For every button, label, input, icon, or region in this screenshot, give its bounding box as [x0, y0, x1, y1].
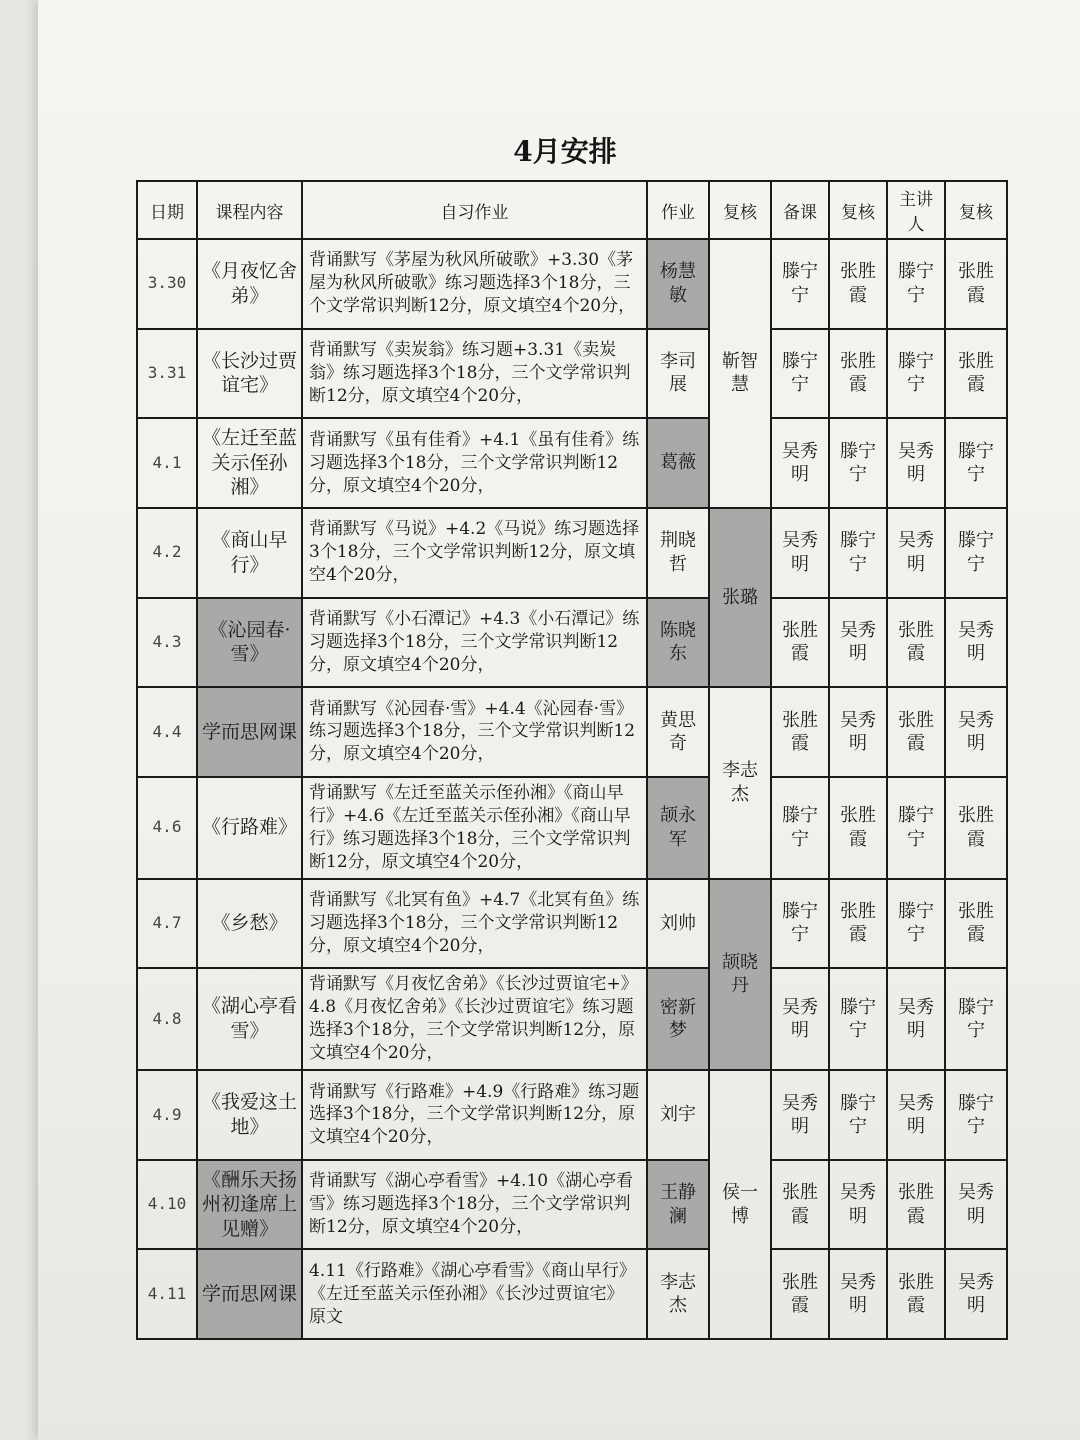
cell-prep: 滕宁宁	[771, 777, 829, 879]
cell-homework: 背诵默写《卖炭翁》练习题+3.31《卖炭翁》练习题选择3个18分，三个文学常识判断12分，原文填空4个20分，	[302, 329, 647, 419]
cell-speaker: 滕宁宁	[887, 239, 945, 329]
cell-prep: 张胜霞	[771, 687, 829, 777]
cell-hw-person: 葛薇	[647, 418, 709, 508]
cell-speaker: 滕宁宁	[887, 329, 945, 419]
header-check-1: 复核	[709, 181, 771, 239]
cell-check-2: 滕宁宁	[829, 968, 887, 1070]
cell-homework: 背诵默写《虽有佳肴》+4.1《虽有佳肴》练习题选择3个18分，三个文学常识判断12分，原文填空4个20分，	[302, 418, 647, 508]
cell-check-2: 吴秀明	[829, 687, 887, 777]
cell-date: 3.30	[137, 239, 197, 329]
cell-speaker: 滕宁宁	[887, 777, 945, 879]
table-row	[137, 1070, 1007, 1160]
cell-check-3: 滕宁宁	[945, 968, 1007, 1070]
cell-prep: 张胜霞	[771, 1160, 829, 1250]
table-row	[137, 329, 1007, 419]
cell-prep: 张胜霞	[771, 1249, 829, 1339]
table-row	[137, 777, 1007, 879]
cell-speaker: 吴秀明	[887, 418, 945, 508]
cell-date: 4.1	[137, 418, 197, 508]
cell-hw-person: 杨慧敏	[647, 239, 709, 329]
cell-hw-person: 密新梦	[647, 968, 709, 1070]
page-title: 4月安排	[513, 135, 617, 168]
table-row	[137, 508, 1007, 598]
cell-check-2: 吴秀明	[829, 1249, 887, 1339]
cell-homework: 背诵默写《马说》+4.2《马说》练习题选择3个18分，三个文学常识判断12分，原文填空4个20分，	[302, 508, 647, 598]
cell-date: 4.10	[137, 1160, 197, 1250]
cell-homework: 背诵默写《北冥有鱼》+4.7《北冥有鱼》练习题选择3个18分，三个文学常识判断12分，原文填空4个20分，	[302, 879, 647, 969]
cell-date: 4.3	[137, 598, 197, 688]
header-check-2: 复核	[829, 181, 887, 239]
cell-speaker: 张胜霞	[887, 687, 945, 777]
cell-check-1: 侯一博	[709, 1070, 771, 1339]
cell-prep: 吴秀明	[771, 508, 829, 598]
cell-prep: 滕宁宁	[771, 879, 829, 969]
cell-check-3: 张胜霞	[945, 239, 1007, 329]
table-row	[137, 1160, 1007, 1250]
cell-speaker: 吴秀明	[887, 968, 945, 1070]
cell-date: 3.31	[137, 329, 197, 419]
cell-check-3: 吴秀明	[945, 687, 1007, 777]
cell-date: 4.4	[137, 687, 197, 777]
cell-hw-person: 刘帅	[647, 879, 709, 969]
cell-prep: 吴秀明	[771, 968, 829, 1070]
header-check-3: 复核	[945, 181, 1007, 239]
cell-check-2: 滕宁宁	[829, 418, 887, 508]
cell-content: 《我爱这土地》	[197, 1070, 302, 1160]
table-row	[137, 598, 1007, 688]
cell-date: 4.6	[137, 777, 197, 879]
cell-check-3: 张胜霞	[945, 777, 1007, 879]
cell-homework: 背诵默写《月夜忆舍弟》《长沙过贾谊宅+》4.8《月夜忆舍弟》《长沙过贾谊宅》练习题选择3个18分，三个文学常识判断12分，原文填空4个20分，	[302, 968, 647, 1070]
cell-homework: 背诵默写《茅屋为秋风所破歌》+3.30《茅屋为秋风所破歌》练习题选择3个18分，三个文学常识判断12分，原文填空4个20分，	[302, 239, 647, 329]
cell-check-1: 李志杰	[709, 687, 771, 878]
cell-content: 《乡愁》	[197, 879, 302, 969]
cell-date: 4.2	[137, 508, 197, 598]
cell-check-3: 滕宁宁	[945, 508, 1007, 598]
cell-check-3: 吴秀明	[945, 598, 1007, 688]
cell-hw-person: 陈晓东	[647, 598, 709, 688]
cell-prep: 吴秀明	[771, 418, 829, 508]
cell-hw-person: 王静澜	[647, 1160, 709, 1250]
table-row	[137, 687, 1007, 777]
header-prep: 备课	[771, 181, 829, 239]
header-content: 课程内容	[197, 181, 302, 239]
cell-check-2: 张胜霞	[829, 777, 887, 879]
table-row	[137, 879, 1007, 969]
cell-content: 学而思网课	[197, 687, 302, 777]
cell-speaker: 张胜霞	[887, 1249, 945, 1339]
header-speaker: 主讲人	[887, 181, 945, 239]
cell-check-2: 滕宁宁	[829, 1070, 887, 1160]
cell-hw-person: 颉永军	[647, 777, 709, 879]
cell-check-1: 颉晓丹	[709, 879, 771, 1070]
table-row	[137, 239, 1007, 329]
cell-content: 《沁园春·雪》	[197, 598, 302, 688]
cell-speaker: 张胜霞	[887, 1160, 945, 1250]
cell-date: 4.8	[137, 968, 197, 1070]
cell-homework: 背诵默写《沁园春·雪》+4.4《沁园春·雪》练习题选择3个18分，三个文学常识判断12分，原文填空4个20分，	[302, 687, 647, 777]
cell-hw-person: 李志杰	[647, 1249, 709, 1339]
cell-homework: 4.11《行路难》《湖心亭看雪》《商山早行》《左迁至蓝关示侄孙湘》《长沙过贾谊宅》原文	[302, 1249, 647, 1339]
header-homework: 自习作业	[302, 181, 647, 239]
cell-content: 《月夜忆舍弟》	[197, 239, 302, 329]
cell-hw-person: 荆晓哲	[647, 508, 709, 598]
schedule-table	[136, 180, 1008, 1340]
cell-prep: 吴秀明	[771, 1070, 829, 1160]
cell-check-3: 滕宁宁	[945, 418, 1007, 508]
cell-date: 4.9	[137, 1070, 197, 1160]
cell-homework: 背诵默写《行路难》+4.9《行路难》练习题选择3个18分，三个文学常识判断12分，原文填空4个20分，	[302, 1070, 647, 1160]
cell-prep: 滕宁宁	[771, 329, 829, 419]
cell-homework: 背诵默写《小石潭记》+4.3《小石潭记》练习题选择3个18分，三个文学常识判断12分，原文填空4个20分，	[302, 598, 647, 688]
header-hw-person: 作业	[647, 181, 709, 239]
cell-check-2: 滕宁宁	[829, 508, 887, 598]
table-row	[137, 968, 1007, 1070]
header-row	[137, 181, 1007, 239]
cell-check-3: 吴秀明	[945, 1160, 1007, 1250]
cell-prep: 张胜霞	[771, 598, 829, 688]
cell-check-2: 张胜霞	[829, 879, 887, 969]
cell-date: 4.7	[137, 879, 197, 969]
cell-content: 《商山早行》	[197, 508, 302, 598]
cell-speaker: 张胜霞	[887, 598, 945, 688]
cell-content: 学而思网课	[197, 1249, 302, 1339]
cell-speaker: 滕宁宁	[887, 879, 945, 969]
table-row	[137, 1249, 1007, 1339]
cell-check-3: 张胜霞	[945, 879, 1007, 969]
cell-content: 《左迁至蓝关示侄孙湘》	[197, 418, 302, 508]
cell-content: 《行路难》	[197, 777, 302, 879]
table-row	[137, 418, 1007, 508]
cell-check-1: 张璐	[709, 508, 771, 687]
cell-check-3: 滕宁宁	[945, 1070, 1007, 1160]
cell-hw-person: 李司展	[647, 329, 709, 419]
cell-check-3: 吴秀明	[945, 1249, 1007, 1339]
cell-homework: 背诵默写《左迁至蓝关示侄孙湘》《商山早行》+4.6《左迁至蓝关示侄孙湘》《商山早行》练习题选择3个18分，三个文学常识判断12分，原文填空4个20分，	[302, 777, 647, 879]
cell-hw-person: 刘宇	[647, 1070, 709, 1160]
cell-speaker: 吴秀明	[887, 1070, 945, 1160]
cell-speaker: 吴秀明	[887, 508, 945, 598]
cell-check-2: 张胜霞	[829, 239, 887, 329]
cell-homework: 背诵默写《湖心亭看雪》+4.10《湖心亭看雪》练习题选择3个18分，三个文学常识判断12分，原文填空4个20分，	[302, 1160, 647, 1250]
cell-check-2: 张胜霞	[829, 329, 887, 419]
cell-content: 《酬乐天扬州初逢席上见赠》	[197, 1160, 302, 1250]
cell-content: 《长沙过贾谊宅》	[197, 329, 302, 419]
cell-check-2: 吴秀明	[829, 1160, 887, 1250]
header-date: 日期	[137, 181, 197, 239]
cell-check-2: 吴秀明	[829, 598, 887, 688]
cell-check-1: 靳智慧	[709, 239, 771, 508]
cell-date: 4.11	[137, 1249, 197, 1339]
cell-hw-person: 黄思奇	[647, 687, 709, 777]
cell-prep: 滕宁宁	[771, 239, 829, 329]
cell-content: 《湖心亭看雪》	[197, 968, 302, 1070]
cell-check-3: 张胜霞	[945, 329, 1007, 419]
